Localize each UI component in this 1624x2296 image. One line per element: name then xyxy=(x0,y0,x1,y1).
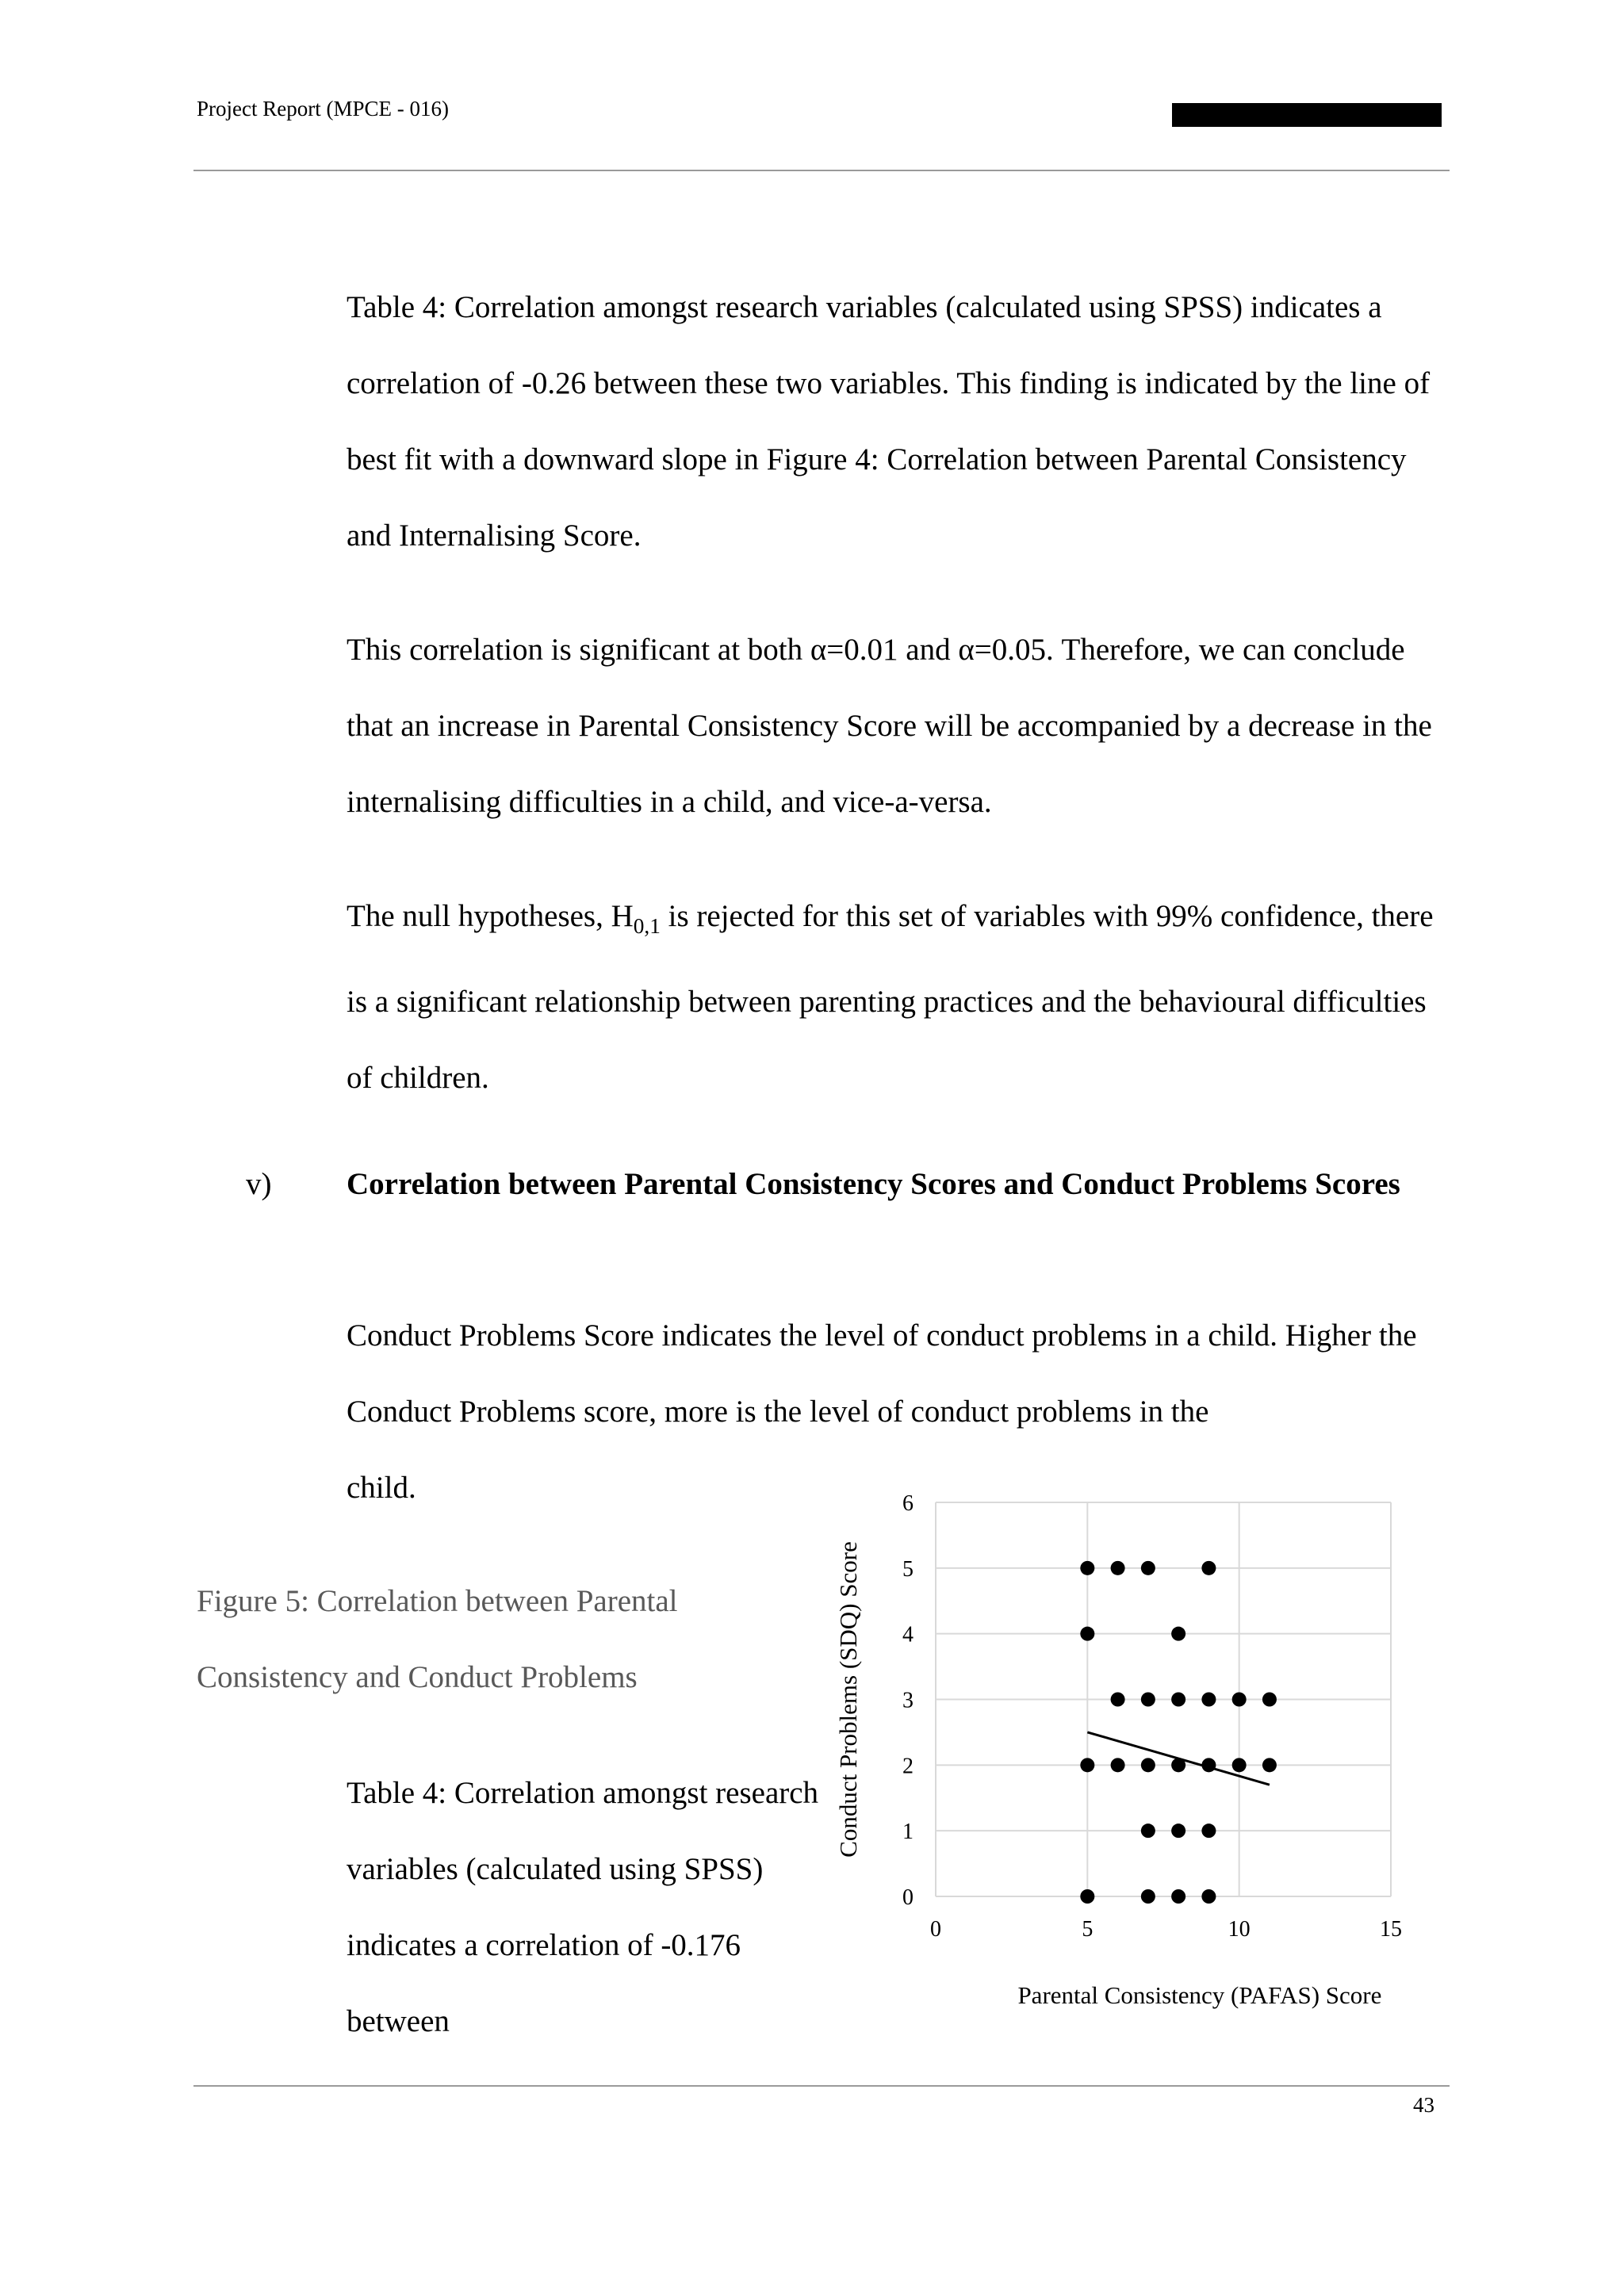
y-axis-title: Conduct Problems (SDQ) Score xyxy=(834,1541,862,1858)
data-point xyxy=(1171,1627,1185,1641)
data-point xyxy=(1201,1823,1216,1838)
paragraph: Table 4: Correlation amongst research variables (calculated using SPSS) indicates a correlation of -0.176 between xyxy=(347,1776,819,2038)
data-point xyxy=(1232,1693,1247,1707)
paragraph xyxy=(347,878,1441,1116)
text-run: is rejected for this set of variables with 99% confidence, there is a significant relationship between parenting practices and the behavioural difficulties of children. xyxy=(347,899,1434,1095)
data-point xyxy=(1141,1758,1155,1772)
y-tick-label: 1 xyxy=(902,1820,914,1845)
data-point xyxy=(1080,1627,1094,1641)
data-point xyxy=(1111,1758,1125,1772)
x-tick-label: 10 xyxy=(1228,1917,1251,1942)
trendline xyxy=(1087,1732,1270,1785)
data-point xyxy=(1080,1758,1094,1772)
y-tick-label: 2 xyxy=(902,1754,914,1779)
page-number: 43 xyxy=(1413,2093,1434,2117)
data-point xyxy=(1171,1693,1185,1707)
data-point xyxy=(1171,1823,1185,1838)
section-heading: Correlation between Parental Consistency Scores and Conduct Problems Scores xyxy=(347,1167,1400,1201)
paragraph: child. xyxy=(347,1471,416,1505)
subscript: 0,1 xyxy=(633,913,661,938)
x-tick-label: 0 xyxy=(930,1917,941,1942)
data-point xyxy=(1201,1889,1216,1904)
x-tick-label: 15 xyxy=(1380,1917,1402,1942)
paragraph: This correlation is significant at both α=0.01 and α=0.05. Therefore, we can conclude that an increase in Parental Consistency Score will be accompanied by a decrease in the internalising difficulties in a child, and vice-a-versa. xyxy=(347,633,1432,819)
data-point xyxy=(1201,1561,1216,1575)
section-number: v) xyxy=(246,1167,272,1201)
paragraph: Table 4: Correlation amongst research variables (calculated using SPSS) indicates a correlation of -0.26 between these two variables. This finding is indicated by the line of best fit with a downward slope in Figure 4: Correlation between Parental Consistency and Internalising Score. xyxy=(347,290,1431,553)
y-tick-label: 3 xyxy=(902,1688,914,1713)
data-point xyxy=(1141,1693,1155,1707)
data-point xyxy=(1201,1693,1216,1707)
footer-rule xyxy=(193,2085,1450,2087)
data-point xyxy=(1141,1561,1155,1575)
y-tick-label: 6 xyxy=(902,1491,914,1516)
text-run: The null hypotheses, H xyxy=(347,899,634,933)
y-tick-label: 0 xyxy=(902,1885,914,1910)
header-rule xyxy=(193,170,1450,171)
data-point xyxy=(1111,1693,1125,1707)
data-point xyxy=(1111,1561,1125,1575)
data-point xyxy=(1232,1758,1247,1772)
figure-caption: Figure 5: Correlation between Parental Consistency and Conduct Problems xyxy=(197,1584,678,1694)
data-point xyxy=(1262,1758,1277,1772)
x-tick-label: 5 xyxy=(1082,1917,1094,1942)
data-point xyxy=(1080,1889,1094,1904)
scatter-chart xyxy=(825,1475,1427,2030)
data-point xyxy=(1141,1823,1155,1838)
data-point xyxy=(1080,1561,1094,1575)
data-point xyxy=(1141,1889,1155,1904)
paragraph: Conduct Problems Score indicates the level of conduct problems in a child. Higher the Conduct Problems score, more is the level of conduct problems in the xyxy=(347,1318,1417,1429)
data-point xyxy=(1171,1889,1185,1904)
running-header: Project Report (MPCE - 016) xyxy=(197,97,449,121)
x-axis-title: Parental Consistency (PAFAS) Score xyxy=(1017,1981,1382,2009)
y-tick-label: 5 xyxy=(902,1556,914,1582)
y-tick-label: 4 xyxy=(902,1622,914,1647)
data-point xyxy=(1262,1693,1277,1707)
redaction-bar xyxy=(1172,103,1442,127)
